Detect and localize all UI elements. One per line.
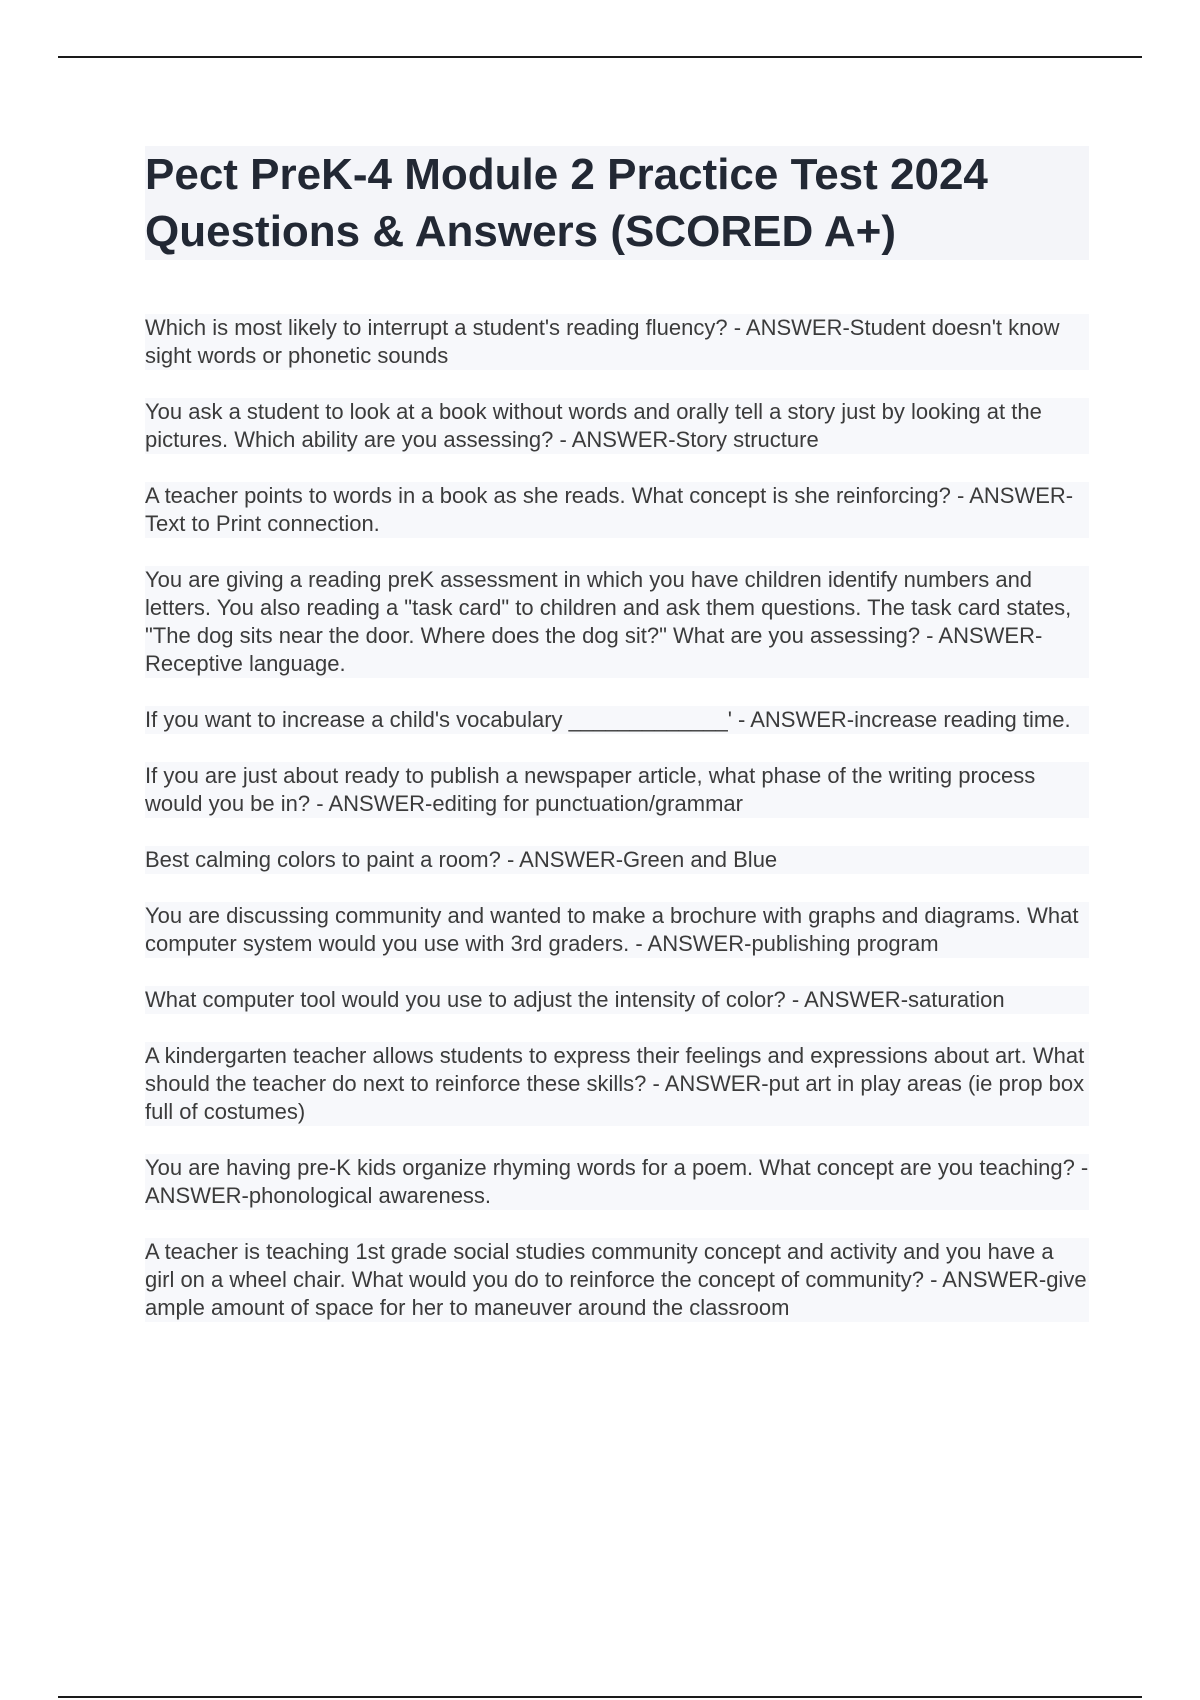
title-line-2: Questions & Answers (SCORED A+) [145,207,896,256]
document-title [145,146,1089,260]
qa-item-12: A teacher is teaching 1st grade social studies community concept and activity and you have a girl on a wheel chair. What would you do to reinforce the concept of community? - ANSWER-give ample amount of space for her to maneuver around the classroom [145,1238,1089,1322]
qa-item-10: A kindergarten teacher allows students to express their feelings and expressions about art. What should the teacher do next to reinforce these skills? - ANSWER-put art in play areas (ie prop box full of costumes) [145,1042,1089,1126]
qa-item-2: You ask a student to look at a book without words and orally tell a story just by looking at the pictures. Which ability are you assessing? - ANSWER-Story structure [145,398,1089,454]
qa-item-6: If you are just about ready to publish a newspaper article, what phase of the writing process would you be in? - ANSWER-editing for punctuation/grammar [145,762,1089,818]
qa-item-1: Which is most likely to interrupt a student's reading fluency? - ANSWER-Student doesn't know sight words or phonetic sounds [145,314,1089,370]
qa-item-3: A teacher points to words in a book as she reads. What concept is she reinforcing? - ANSWER-Text to Print connection. [145,482,1089,538]
qa-item-5: If you want to increase a child's vocabulary _____________' - ANSWER-increase reading time. [145,706,1089,734]
qa-list [145,314,1089,1322]
top-rule [58,56,1142,58]
qa-item-9: What computer tool would you use to adjust the intensity of color? - ANSWER-saturation [145,986,1089,1014]
title-line-1: Pect PreK-4 Module 2 Practice Test 2024 [145,150,988,199]
qa-item-11: You are having pre-K kids organize rhyming words for a poem. What concept are you teaching? - ANSWER-phonological awareness. [145,1155,1089,1208]
document-body [145,146,1089,1350]
qa-item-7: Best calming colors to paint a room? - ANSWER-Green and Blue [145,846,1089,874]
qa-item-4: You are giving a reading preK assessment in which you have children identify numbers and letters. You also reading a "task card" to children and ask them questions. The task card states, "The dog sits near the door. Where does the dog sit?" What are you assessing? - ANSWER-Receptive language. [145,566,1089,678]
qa-item-8: You are discussing community and wanted to make a brochure with graphs and diagrams. What computer system would you use with 3rd graders. - ANSWER-publishing program [145,902,1089,958]
bottom-rule [58,1696,1142,1698]
